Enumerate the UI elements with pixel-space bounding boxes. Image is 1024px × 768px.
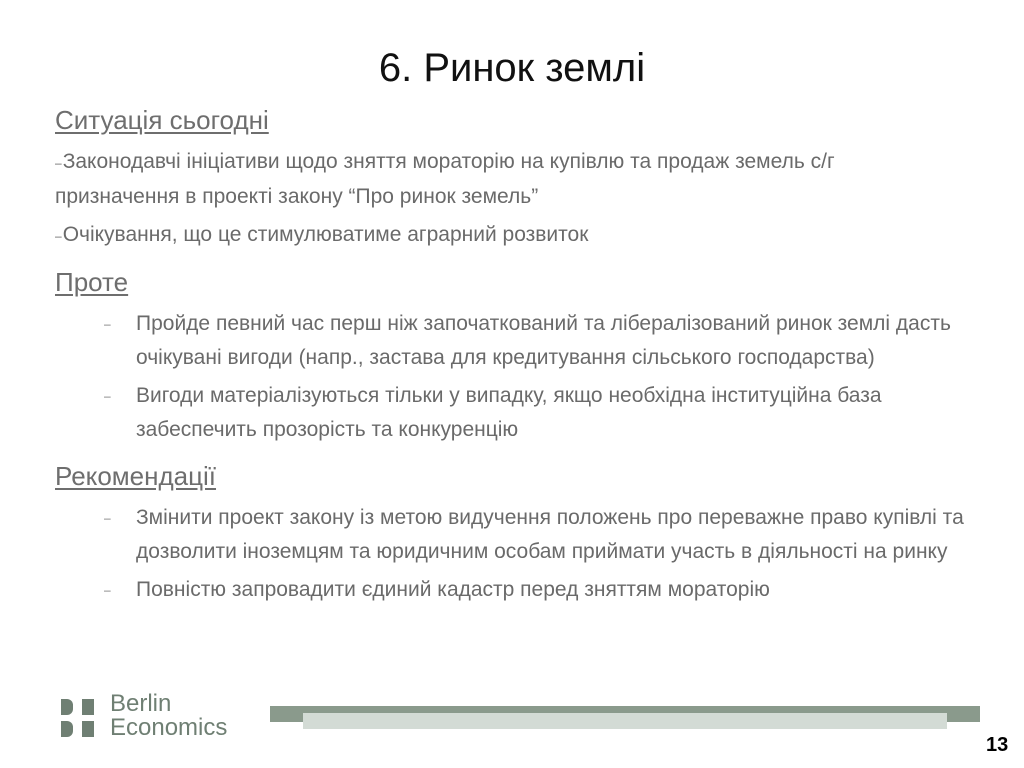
bullet-text: Вигоди матеріалізуються тільки у випадку, якщо необхідна інституційна база забеспечить прозорість та конкуренцію xyxy=(136,384,882,441)
bullet-text: Повністю запровадити єдиний кадастр перед зняттям мораторію xyxy=(136,578,770,601)
bullet-item xyxy=(55,379,985,447)
bullet-item xyxy=(55,307,985,375)
bullet-text: Пройде певний час перш ніж започаткований та лібералізований ринок землі дасть очікувані вигоди (напр., застава для кредитування сільського господарства) xyxy=(136,312,951,369)
page-number: 13 xyxy=(986,734,1009,756)
bullet-dash: – xyxy=(55,229,62,243)
bullet-item xyxy=(55,573,985,607)
bullet-item xyxy=(55,501,985,569)
section-heading-recommendations: Рекомендації xyxy=(55,461,217,491)
section-heading-however: Проте xyxy=(55,267,129,297)
logo-wordmark xyxy=(110,692,227,740)
logo-text-line2: Economics xyxy=(110,714,228,741)
bullet-dash: – xyxy=(104,511,111,525)
bullet-item xyxy=(55,218,985,253)
slide-content xyxy=(55,103,985,611)
bullet-text: Змінити проект закону із метою видучення положень про переважне право купівлі та дозволити іноземцям та юридичним особам приймати участь в діяльності на ринку xyxy=(136,506,964,563)
bullet-dash: – xyxy=(104,317,111,331)
footer-bar-light xyxy=(303,713,947,729)
bullet-item xyxy=(55,145,985,214)
berlin-economics-logo xyxy=(60,690,260,742)
bullet-dash: – xyxy=(55,156,62,170)
logo-text-line1: Berlin xyxy=(110,690,172,717)
bullet-text: Законодавчі ініціативи щодо зняття мораторію на купівлю та продаж земель с/г призначення в проекті закону “Про ринок земель” xyxy=(55,150,835,208)
slide-title: 6. Ринок землі xyxy=(378,46,646,90)
berlin-economics-logo-icon xyxy=(60,696,104,740)
bullet-dash: – xyxy=(104,389,111,403)
bullet-dash: – xyxy=(104,583,111,597)
section-heading-current-situation: Ситуація сьогодні xyxy=(55,105,269,135)
bullet-text: Очікування, що це стимулюватиме аграрний розвиток xyxy=(62,223,589,246)
